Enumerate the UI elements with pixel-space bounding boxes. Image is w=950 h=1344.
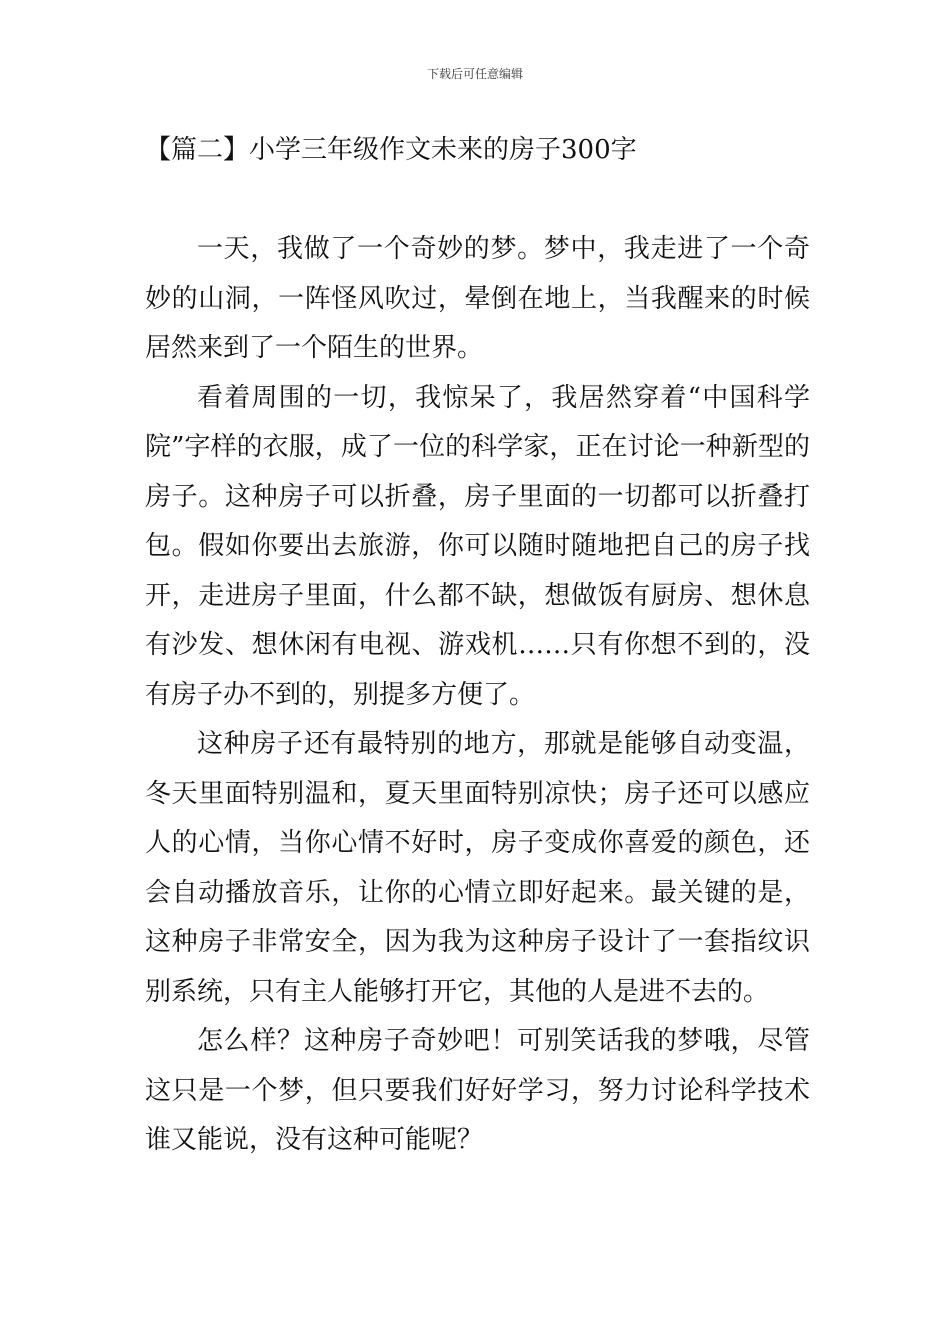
paragraph-4: 怎么样？这种房子奇妙吧！可别笑话我的梦哦，尽管这只是一个梦，但只要我们好好学习，努力讨论科学技术谁又能说，没有这种可能呢？ xyxy=(145,1026,810,1155)
document-title: 【篇二】小学三年级作文未来的房子300字 xyxy=(145,135,637,165)
paragraph-2: 看着周围的一切，我惊呆了，我居然穿着“中国科学院”字样的衣服，成了一位的科学家，正在讨论一种新型的房子。这种房子可以折叠，房子里面的一切都可以折叠打包。假如你要出去旅游，你可以随时随地把自己的房子找开，走进房子里面，什么都不缺，想做饭有厨房、想休息有沙发、想休闲有电视、游戏机……只有你想不到的，没有房子办不到的，别提多方便了。 xyxy=(145,382,810,710)
paragraph-3: 这种房子还有最特别的地方，那就是能够自动变温，冬天里面特别温和，夏天里面特别凉快；房子还可以感应人的心情，当你心情不好时，房子变成你喜爱的颜色，还会自动播放音乐，让你的心情立即好起来。最关键的是，这种房子非常安全，因为我为这种房子设计了一套指纹识别系统，只有主人能够打开它，其他的人是进不去的。 xyxy=(145,729,810,1007)
document-body xyxy=(145,225,810,1166)
header-note: 下载后可任意编辑 xyxy=(426,67,523,81)
paragraph-1: 一天，我做了一个奇妙的梦。梦中，我走进了一个奇妙的山洞，一阵怪风吹过，晕倒在地上，当我醒来的时候居然来到了一个陌生的世界。 xyxy=(145,234,810,363)
